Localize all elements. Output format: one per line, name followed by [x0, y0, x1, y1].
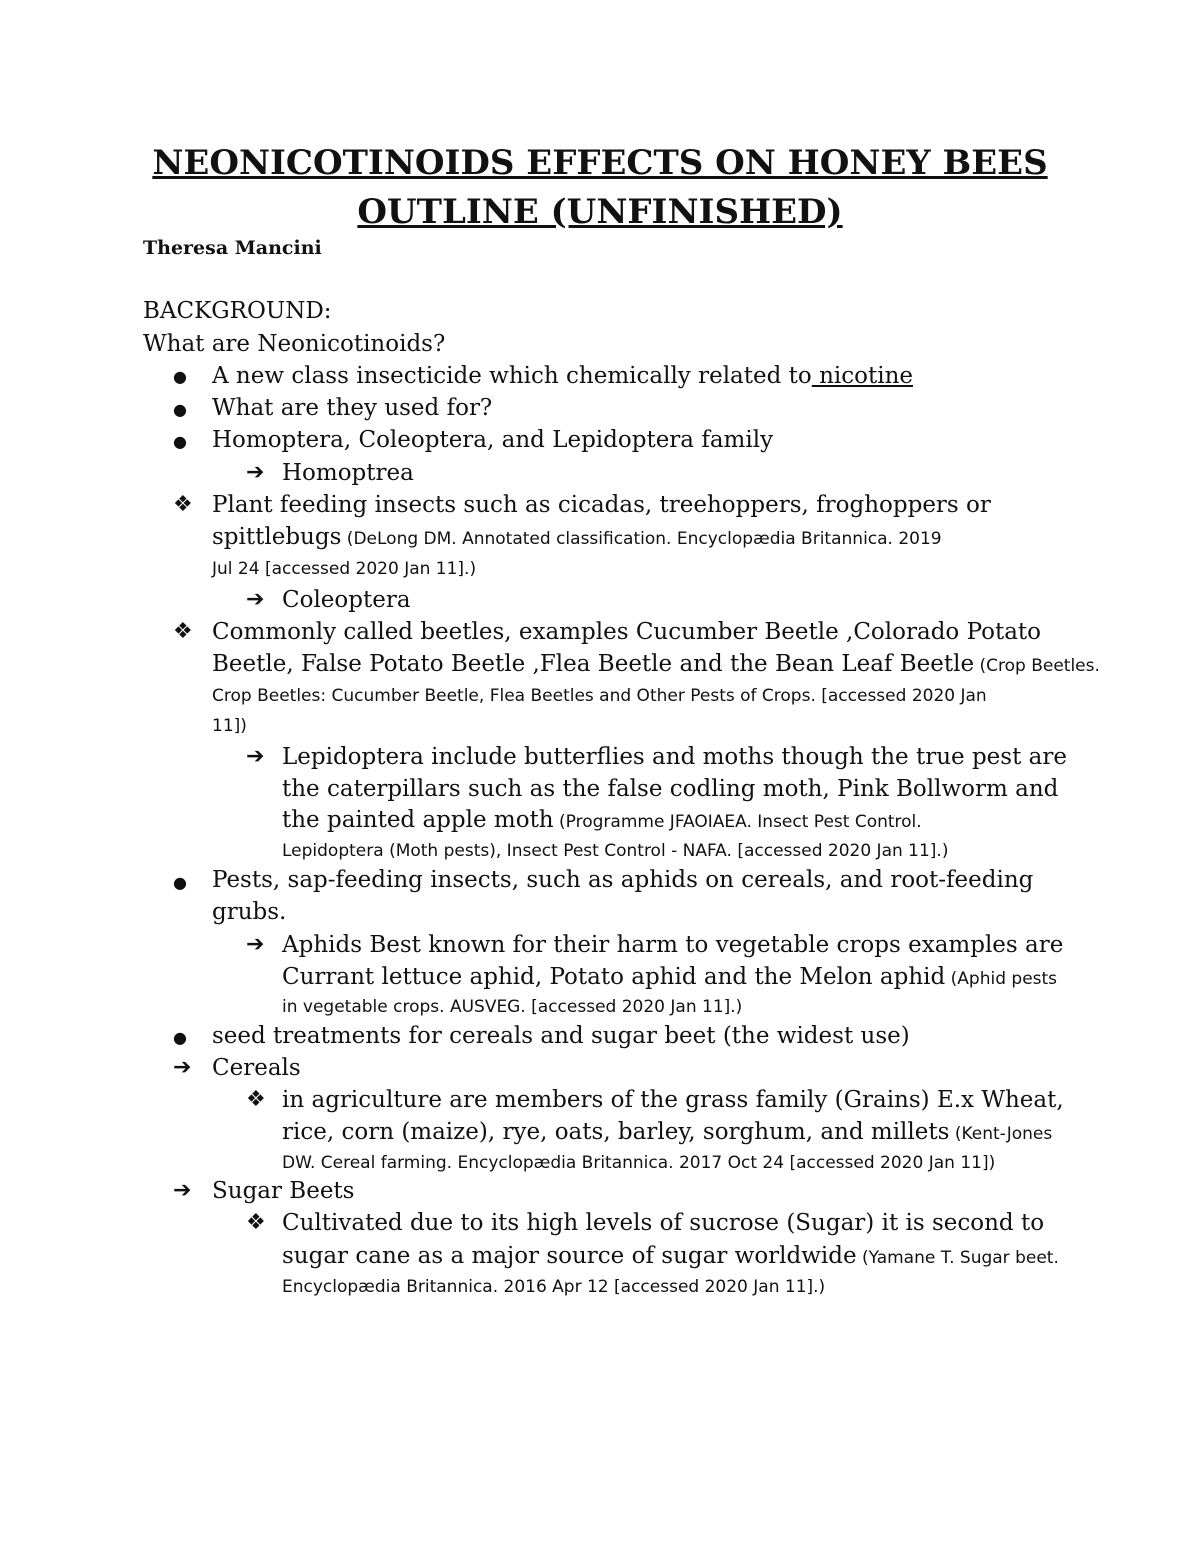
list-item: Homoptera, Coleoptera, and Lepidoptera family: [212, 427, 774, 453]
list-item: Coleoptera: [282, 587, 411, 613]
bullet-icon: ●: [173, 400, 187, 419]
citation: DW. Cereal farming. Encyclopædia Britannica. 2017 Oct 24 [accessed 2020 Jan 11]): [282, 1153, 996, 1173]
list-item-continuation: [282, 961, 1057, 995]
diamond-icon: ❖: [246, 1087, 266, 1112]
citation: (DeLong DM. Annotated classification. Encyclopædia Britannica. 2019: [341, 529, 942, 549]
list-item-text: spittlebugs: [212, 524, 342, 550]
arrow-icon: ➔: [246, 587, 265, 612]
list-item-continuation: [212, 648, 1100, 682]
list-item-text: sugar cane as a major source of sugar worldwide: [282, 1243, 857, 1269]
citation: Lepidoptera (Moth pests), Insect Pest Control - NAFA. [accessed 2020 Jan 11].): [282, 841, 949, 861]
list-item-text: A new class insecticide which chemically related to: [212, 363, 812, 389]
list-item: Aphids Best known for their harm to vegetable crops examples are: [282, 932, 1064, 958]
list-item-continuation: [282, 1116, 1052, 1150]
list-item-text: Beetle, False Potato Beetle ,Flea Beetle and the Bean Leaf Beetle: [212, 651, 975, 677]
list-item-continuation: grubs.: [212, 899, 287, 925]
list-item-continuation: [282, 804, 922, 838]
list-item-continuation: [282, 1240, 1059, 1274]
citation: (Crop Beetles.: [974, 656, 1100, 676]
list-item: [212, 360, 913, 392]
bullet-icon: ●: [173, 432, 187, 451]
arrow-icon: ➔: [246, 460, 265, 485]
list-item: in agriculture are members of the grass family (Grains) E.x Wheat,: [282, 1087, 1064, 1113]
citation: Crop Beetles: Cucumber Beetle, Flea Beetles and Other Pests of Crops. [accessed 2020 Jan: [212, 686, 987, 706]
list-item: Sugar Beets: [212, 1178, 355, 1204]
list-item: Cultivated due to its high levels of sucrose (Sugar) it is second to: [282, 1210, 1045, 1236]
list-item: Cereals: [212, 1055, 301, 1081]
arrow-icon: ➔: [246, 932, 265, 957]
list-item-text: rice, corn (maize), rye, oats, barley, sorghum, and millets: [282, 1119, 950, 1145]
list-item: Homoptrea: [282, 460, 414, 486]
bullet-icon: ●: [173, 367, 187, 386]
arrow-icon: ➔: [173, 1178, 192, 1203]
list-item: Lepidoptera include butterflies and moths though the true pest are: [282, 744, 1067, 770]
list-item-text: the painted apple moth: [282, 807, 554, 833]
citation: Encyclopædia Britannica. 2016 Apr 12 [accessed 2020 Jan 11].): [282, 1277, 826, 1297]
citation: Jul 24 [accessed 2020 Jan 11].): [212, 559, 477, 579]
arrow-icon: ➔: [173, 1055, 192, 1080]
citation: 11]): [212, 716, 247, 736]
bullet-icon: ●: [173, 873, 187, 892]
list-item: Pests, sap-feeding insects, such as aphids on cereals, and root-feeding: [212, 867, 1034, 893]
question-heading: What are Neonicotinoids?: [143, 331, 446, 357]
list-item: Commonly called beetles, examples Cucumber Beetle ,Colorado Potato: [212, 619, 1042, 645]
list-item-continuation: [212, 521, 942, 555]
diamond-icon: ❖: [246, 1210, 266, 1235]
bullet-icon: ●: [173, 1028, 187, 1047]
citation: (Programme JFAOIAEA. Insect Pest Control.: [553, 812, 922, 832]
nicotine-link[interactable]: nicotine: [811, 363, 913, 389]
citation: in vegetable crops. AUSVEG. [accessed 2020 Jan 11].): [282, 997, 743, 1017]
background-heading: BACKGROUND:: [143, 298, 332, 324]
diamond-icon: ❖: [173, 619, 193, 644]
author-name: Theresa Mancini: [143, 237, 322, 259]
document-title-line-1: NEONICOTINOIDS EFFECTS ON HONEY BEES: [152, 143, 1048, 183]
citation: (Kent-Jones: [949, 1124, 1053, 1144]
list-item-text: Currant lettuce aphid, Potato aphid and the Melon aphid: [282, 964, 946, 990]
diamond-icon: ❖: [173, 492, 193, 517]
document-title-line-2: OUTLINE (UNFINISHED): [357, 192, 843, 232]
list-item-continuation: the caterpillars such as the false codling moth, Pink Bollworm and: [282, 776, 1059, 802]
arrow-icon: ➔: [246, 744, 265, 769]
citation: (Yamane T. Sugar beet.: [856, 1248, 1059, 1268]
citation: (Aphid pests: [945, 969, 1058, 989]
list-item: What are they used for?: [212, 395, 493, 421]
list-item: seed treatments for cereals and sugar beet (the widest use): [212, 1023, 910, 1049]
list-item: Plant feeding insects such as cicadas, treehoppers, froghoppers or: [212, 492, 991, 518]
